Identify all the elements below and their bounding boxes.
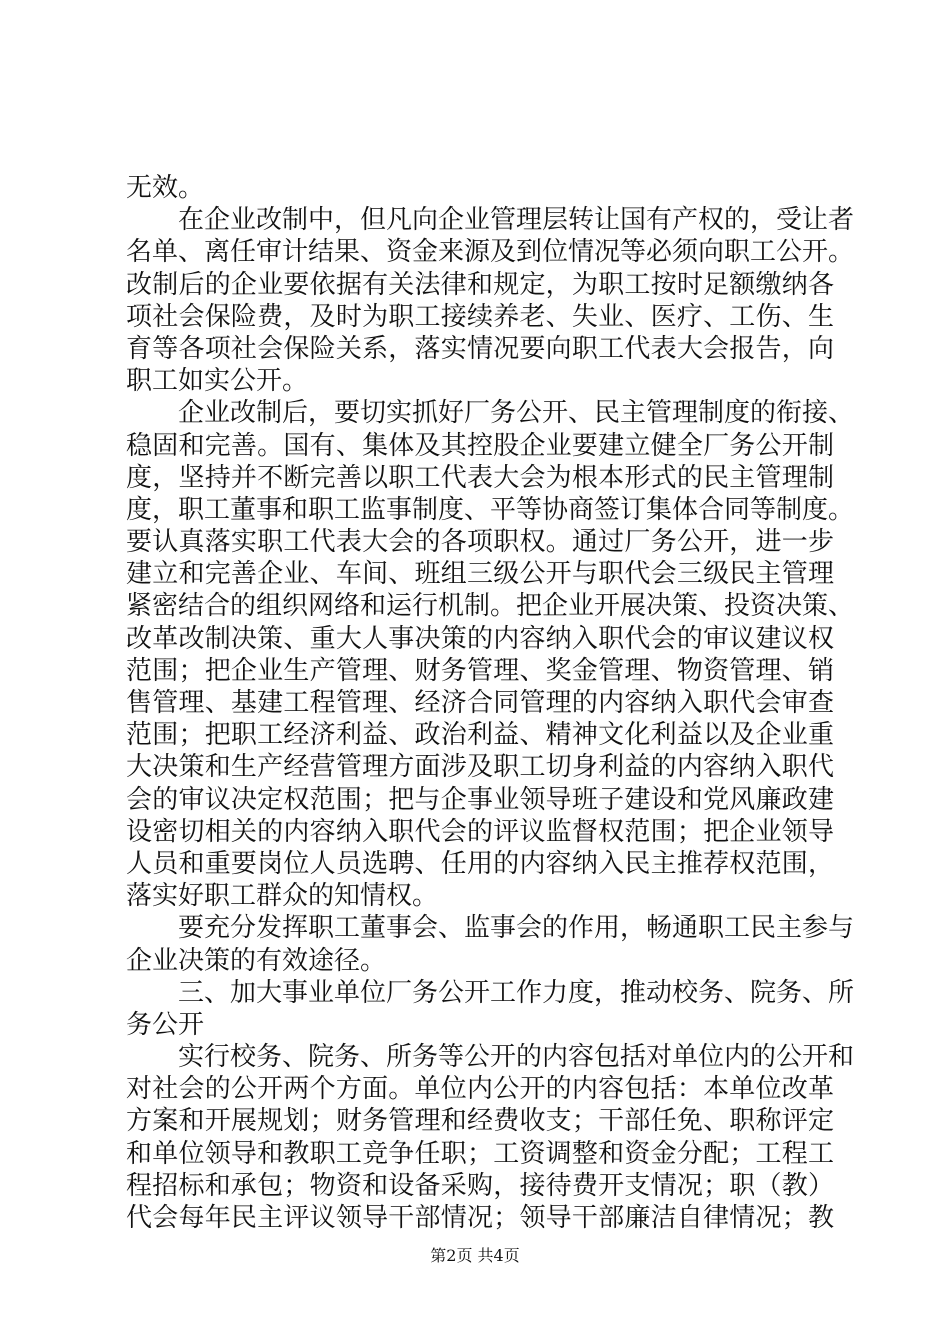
text-line: 代会每年民主评议领导干部情况；领导干部廉洁自律情况；教 [126, 1203, 834, 1233]
paragraph-start-line: 要充分发挥职工董事会、监事会的作用，畅通职工民主参与 [178, 913, 855, 944]
text-line: 企业决策的有效途径。 [126, 945, 387, 976]
text-line: 范围；把职工经济利益、政治利益、精神文化利益以及企业重 [126, 720, 834, 751]
text-line: 改革改制决策、重大人事决策的内容纳入职代会的审议建议权 [126, 623, 834, 654]
section-heading-line: 三、加大事业单位厂务公开工作力度，推动校务、院务、所 [178, 977, 855, 1008]
text-line: 方案和开展规划；财务管理和经费收支；干部任免、职称评定 [126, 1106, 834, 1137]
text-line: 人员和重要岗位人员选聘、任用的内容纳入民主推荐权范围， [126, 848, 834, 879]
text-line: 会的审议决定权范围；把与企事业领导班子建设和党风廉政建 [126, 784, 834, 815]
text-line: 度，职工董事和职工监事制度、平等协商签订集体合同等制度。 [126, 494, 855, 525]
section-heading-line: 务公开 [126, 1009, 205, 1040]
paragraph-start-line: 在企业改制中，但凡向企业管理层转让国有产权的，受让者 [178, 205, 855, 236]
paragraph-start-line: 企业改制后，要切实抓好厂务公开、民主管理制度的衔接、 [178, 398, 855, 429]
text-line: 紧密结合的组织网络和运行机制。把企业开展决策、投资决策、 [126, 591, 855, 622]
text-line: 大决策和生产经营管理方面涉及职工切身利益的内容纳入职代 [126, 752, 834, 783]
text-line: 设密切相关的内容纳入职代会的评议监督权范围；把企业领导 [126, 816, 834, 847]
page-number-footer: 第2页 共4页 [430, 1246, 520, 1265]
text-line: 落实好职工群众的知情权。 [126, 881, 439, 912]
text-line: 育等各项社会保险关系，落实情况要向职工代表大会报告，向 [126, 333, 834, 364]
text-line: 和单位领导和教职工竞争任职；工资调整和资金分配；工程工 [126, 1138, 834, 1169]
text-line: 要认真落实职工代表大会的各项职权。通过厂务公开，进一步 [126, 527, 834, 558]
text-line: 对社会的公开两个方面。单位内公开的内容包括：本单位改革 [126, 1074, 834, 1105]
text-line: 稳固和完善。国有、集体及其控股企业要建立健全厂务公开制 [126, 430, 834, 461]
text-line: 度，坚持并不断完善以职工代表大会为根本形式的民主管理制 [126, 462, 834, 493]
text-line: 售管理、基建工程管理、经济合同管理的内容纳入职代会审查 [126, 688, 834, 718]
text-line: 项社会保险费，及时为职工接续养老、失业、医疗、工伤、生 [126, 301, 834, 332]
text-line: 范围；把企业生产管理、财务管理、奖金管理、物资管理、销 [126, 655, 834, 686]
paragraph-start-line: 实行校务、院务、所务等公开的内容包括对单位内的公开和 [178, 1042, 855, 1073]
text-line: 程招标和承包；物资和设备采购，接待费开支情况；职（教） [126, 1170, 834, 1201]
text-line: 无效。 [126, 173, 205, 203]
document-body [126, 172, 855, 1234]
text-line: 名单、离任审计结果、资金来源及到位情况等必须向职工公开。 [126, 237, 855, 268]
text-line: 改制后的企业要依据有关法律和规定，为职工按时足额缴纳各 [126, 269, 834, 300]
text-line: 职工如实公开。 [126, 366, 309, 397]
text-line: 建立和完善企业、车间、班组三级公开与职代会三级民主管理 [126, 559, 834, 590]
